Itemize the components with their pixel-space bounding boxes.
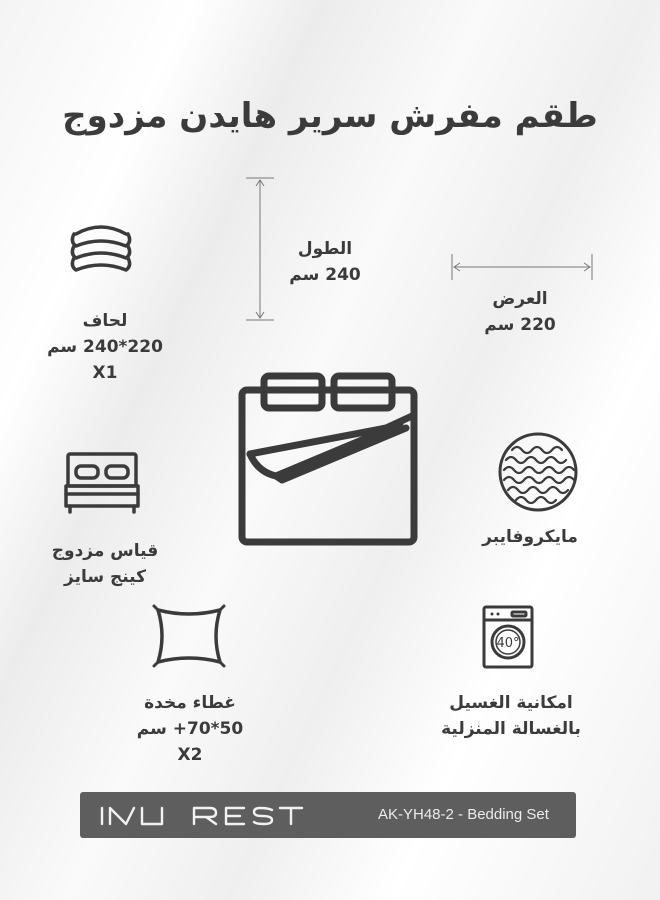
length-label-group — [280, 236, 370, 288]
brand-logo — [98, 802, 328, 830]
pillow-icon — [152, 604, 226, 668]
pillow-label-group — [110, 690, 270, 768]
washing-line1: امكانية الغسيل — [449, 693, 573, 713]
width-label: العرض — [492, 289, 548, 309]
pillow-qty: X2 — [177, 745, 203, 765]
duvet-name: لحاف — [82, 311, 128, 331]
washing-label-group — [436, 690, 586, 742]
duvet-label-group — [30, 308, 180, 386]
double-bed-icon — [62, 450, 142, 516]
length-value: 240 سم — [289, 265, 361, 285]
pillow-size: 50*70+ سم — [136, 719, 244, 739]
microfiber-icon — [496, 430, 580, 514]
material-label: مايكروفايبر — [482, 527, 578, 547]
duvet-qty: X1 — [92, 363, 118, 383]
length-label: الطول — [297, 239, 353, 259]
bed-size-line1: قياس مزدوج — [51, 541, 159, 561]
wash-temp-label: 40° — [496, 636, 520, 651]
bedding-set-icon — [236, 368, 420, 550]
pillow-name: غطاء مخدة — [144, 693, 236, 713]
bed-size-label-group — [30, 538, 180, 590]
washing-machine-icon — [480, 604, 536, 670]
product-code-label: AK-YH48-2 - Bedding Set — [378, 806, 549, 823]
duvet-size: 220*240 سم — [47, 337, 163, 357]
width-dimension-line — [444, 252, 600, 282]
length-dimension-line — [240, 168, 280, 328]
width-value: 220 سم — [484, 315, 556, 335]
bed-size-line2: كينج سايز — [64, 567, 146, 587]
duvet-icon — [66, 212, 136, 282]
washing-line2: بالغسالة المنزلية — [441, 719, 581, 739]
page-title: طقم مفرش سرير هايدن مزدوج — [62, 96, 598, 136]
width-label-group — [470, 286, 570, 338]
